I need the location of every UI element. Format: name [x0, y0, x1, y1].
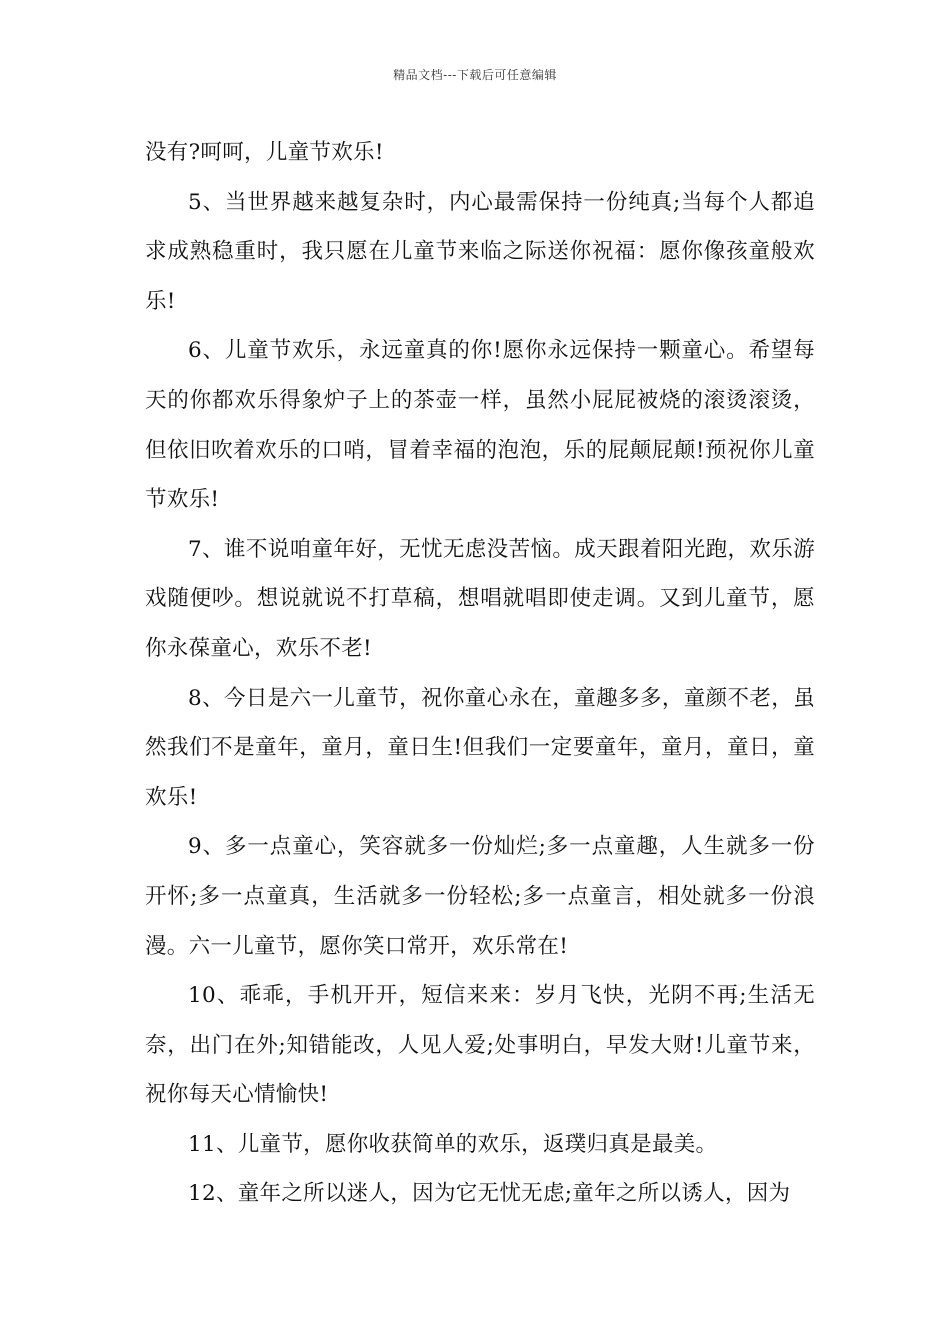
document-body — [145, 128, 815, 1219]
paragraph-item-6: 6、儿童节欢乐，永远童真的你!愿你永远保持一颗童心。希望每天的你都欢乐得象炉子上的茶壶一样，虽然小屁屁被烧的滚烫滚烫，但依旧吹着欢乐的口哨，冒着幸福的泡泡，乐的屁颠屁颠!预祝你儿童节欢乐! — [145, 338, 815, 513]
paragraph-item-12: 12、童年之所以迷人，因为它无忧无虑;童年之所以诱人，因为 — [188, 1181, 791, 1207]
paragraph-item-5: 5、当世界越来越复杂时，内心最需保持一份纯真;当每个人都追求成熟稳重时，我只愿在儿童节来临之际送你祝福：愿你像孩童般欢乐! — [145, 189, 815, 314]
paragraph-item-7: 7、谁不说咱童年好，无忧无虑没苦恼。成天跟着阳光跑，欢乐游戏随便吵。想说就说不打草稿，想唱就唱即使走调。又到儿童节，愿你永葆童心，欢乐不老! — [145, 536, 815, 661]
paragraph-item-11: 11、儿童节，愿你收获简单的欢乐，返璞归真是最美。 — [188, 1131, 718, 1157]
page-header: 精品文档---下载后可任意编辑 — [393, 68, 557, 82]
paragraph-continuation: 没有?呵呵，儿童节欢乐! — [145, 140, 384, 165]
paragraph-item-9: 9、多一点童心，笑容就多一份灿烂;多一点童趣，人生就多一份开怀;多一点童真，生活就多一份轻松;多一点童言，相处就多一份浪漫。六一儿童节，愿你笑口常开，欢乐常在! — [145, 834, 815, 959]
paragraph-item-8: 8、今日是六一儿童节，祝你童心永在，童趣多多，童颜不老，虽然我们不是童年，童月，童日生!但我们一定要童年，童月，童日，童欢乐! — [145, 685, 815, 810]
paragraph-item-10: 10、乖乖，手机开开，短信来来：岁月飞快，光阴不再;生活无奈，出门在外;知错能改，人见人爱;处事明白，早发大财!儿童节来，祝你每天心情愉快! — [145, 983, 815, 1108]
